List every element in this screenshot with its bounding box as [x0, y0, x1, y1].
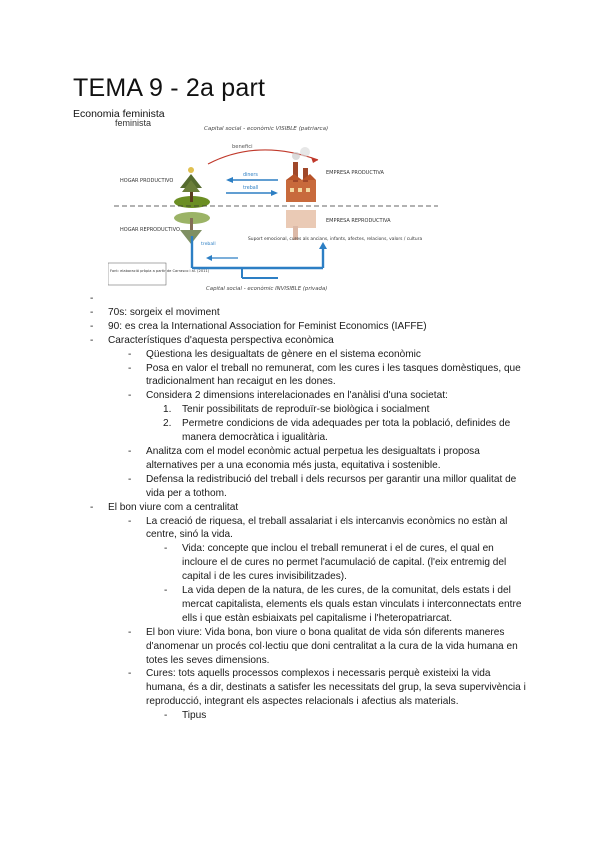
list-marker: - [128, 390, 132, 402]
list-item-text: Qüestiona les desigualtats de gènere en el sistema econòmic [146, 348, 421, 360]
notes-list [90, 292, 530, 723]
list-item-text: Tenir possibilitats de reproduïr-se biològica i socialment [182, 404, 430, 416]
list-item-text: La vida depen de la natura, de les cures, de la comunitat, dels estats i del mercat capitalista, elements els quals estan vinculats i interconnectats entre ells i que estàn esbiaixats pel capitalisme i l'heteropatriarcat. [182, 585, 522, 624]
money-label: diners [243, 173, 258, 178]
list-item-text: El bon viure: Vida bona, bon viure o bona qualitat de vida són diferents maneres d'anomenar un procés col·lectiu que doni centralitat a la cura de la vida humana en totes les seves dimensions. [146, 626, 518, 666]
list-item [90, 306, 530, 320]
list-marker: - [128, 668, 132, 680]
diagram-bottom-caption: Capital social - econòmic INVISIBLE (privada) [206, 286, 328, 292]
economy-diagram [108, 118, 440, 300]
list-item [90, 292, 530, 306]
label-hogar-reproductivo: HOGAR REPRODUCTIVO [120, 227, 180, 233]
list-item-text: Posa en valor el treball no remunerat, com les cures i les tasques domèstiques, que tradicionalment han recaigut en les dones. [146, 362, 521, 388]
benefit-label: benefici [232, 144, 253, 150]
list-item [90, 320, 530, 334]
list-marker: - [128, 626, 132, 638]
list-marker: - [90, 306, 94, 318]
list-marker: - [164, 585, 168, 597]
benefit-arrowhead [311, 157, 318, 163]
list-item [90, 403, 530, 417]
list-marker: - [128, 445, 132, 457]
list-item [90, 709, 530, 723]
list-item [90, 473, 530, 501]
list-item [90, 515, 530, 543]
list-item-text: Vida: concepte que inclou el treball remunerat i el de cures, el qual en incloure el de cures no permet l'acumulació de capital. (l'eix entremig del capital i de les cures invisibilitzades). [182, 543, 507, 583]
list-marker: - [90, 320, 94, 332]
diagram-top-caption: Capital social - econòmic VISIBLE (patriarca) [204, 126, 329, 132]
list-item [90, 584, 530, 626]
list-item [90, 445, 530, 473]
list-item [90, 334, 530, 348]
list-marker: - [128, 515, 132, 527]
section-subtitle-overlap: feminista [115, 118, 152, 128]
list-marker: - [164, 543, 168, 555]
list-item-text: Defensa la redistribució del treball i dels recursos per garantir una millor qualitat de vida per a tothom. [146, 473, 517, 499]
label-hogar-productivo: HOGAR PRODUCTIVO [120, 178, 174, 184]
source-note-box [108, 263, 166, 285]
label-empresa-productiva: EMPRESA PRODUCTIVA [326, 170, 384, 176]
list-item [90, 348, 530, 362]
list-item-text: 90: es crea la International Association for Feminist Economics (IAFFE) [108, 320, 427, 332]
list-item-text: Característiques d'aquesta perspectiva econòmica [108, 334, 334, 346]
source-note: Font: elaboració pròpia a partir de Carrasco i al. (2011) [110, 269, 210, 273]
list-item [90, 626, 530, 668]
household-tree-icon [174, 167, 210, 208]
list-marker: - [90, 334, 94, 346]
list-item [90, 389, 530, 403]
list-item-text: Permetre condicions de vida adequades per tota la població, definides de manera democràtica i igualitària. [182, 418, 511, 444]
list-marker: - [128, 362, 132, 374]
label-empresa-reproductiva: EMPRESA REPRODUCTIVA [326, 218, 391, 224]
labour-label: treball [243, 186, 259, 191]
left-arrow-label: treball [201, 242, 216, 247]
list-marker: - [128, 473, 132, 485]
factory-reflection-icon [286, 210, 316, 240]
list-item-text: Tipus [182, 710, 207, 722]
list-marker: 1. [163, 404, 172, 416]
list-item-text: La creació de riquesa, el treball assalariat i els intercanvis econòmics no estàn al centre, sinó la vida. [146, 515, 508, 541]
list-item-text: 70s: sorgeix el moviment [108, 306, 220, 318]
list-item-text: Analitza com el model econòmic actual perpetua les desigualtats i proposa alternatives per a una economia més justa, equitativa i sostenible. [146, 445, 480, 471]
list-item [90, 667, 530, 709]
list-item-text [108, 292, 530, 306]
list-marker: - [90, 501, 94, 513]
section-subtitle: Economia feminista [73, 108, 165, 120]
list-item-text: El bon viure com a centralitat [108, 501, 239, 513]
list-item [90, 417, 530, 445]
page-title: TEMA 9 - 2a part [73, 74, 266, 102]
list-item [90, 362, 530, 390]
care-support-text: Suport emocional, cures als ancians, infants, afectes, relacions, valors / cultura [248, 237, 423, 242]
list-marker: - [128, 348, 132, 360]
list-item [90, 501, 530, 515]
list-item-text: Considera 2 dimensions interelacionades en l'anàlisi d'una societat: [146, 390, 448, 402]
list-marker: - [90, 293, 94, 304]
list-item-text: Cures: tots aquells processos complexos i necessaris perquè existeixi la vida humana, és a dir, destinats a satisfer les necessitats del grup, la seva supervivència i reproducció, integrant els aspectes relacionals i afectius als materials. [146, 668, 526, 708]
list-item [90, 542, 530, 584]
list-marker: - [164, 710, 168, 722]
list-marker: 2. [163, 418, 172, 430]
